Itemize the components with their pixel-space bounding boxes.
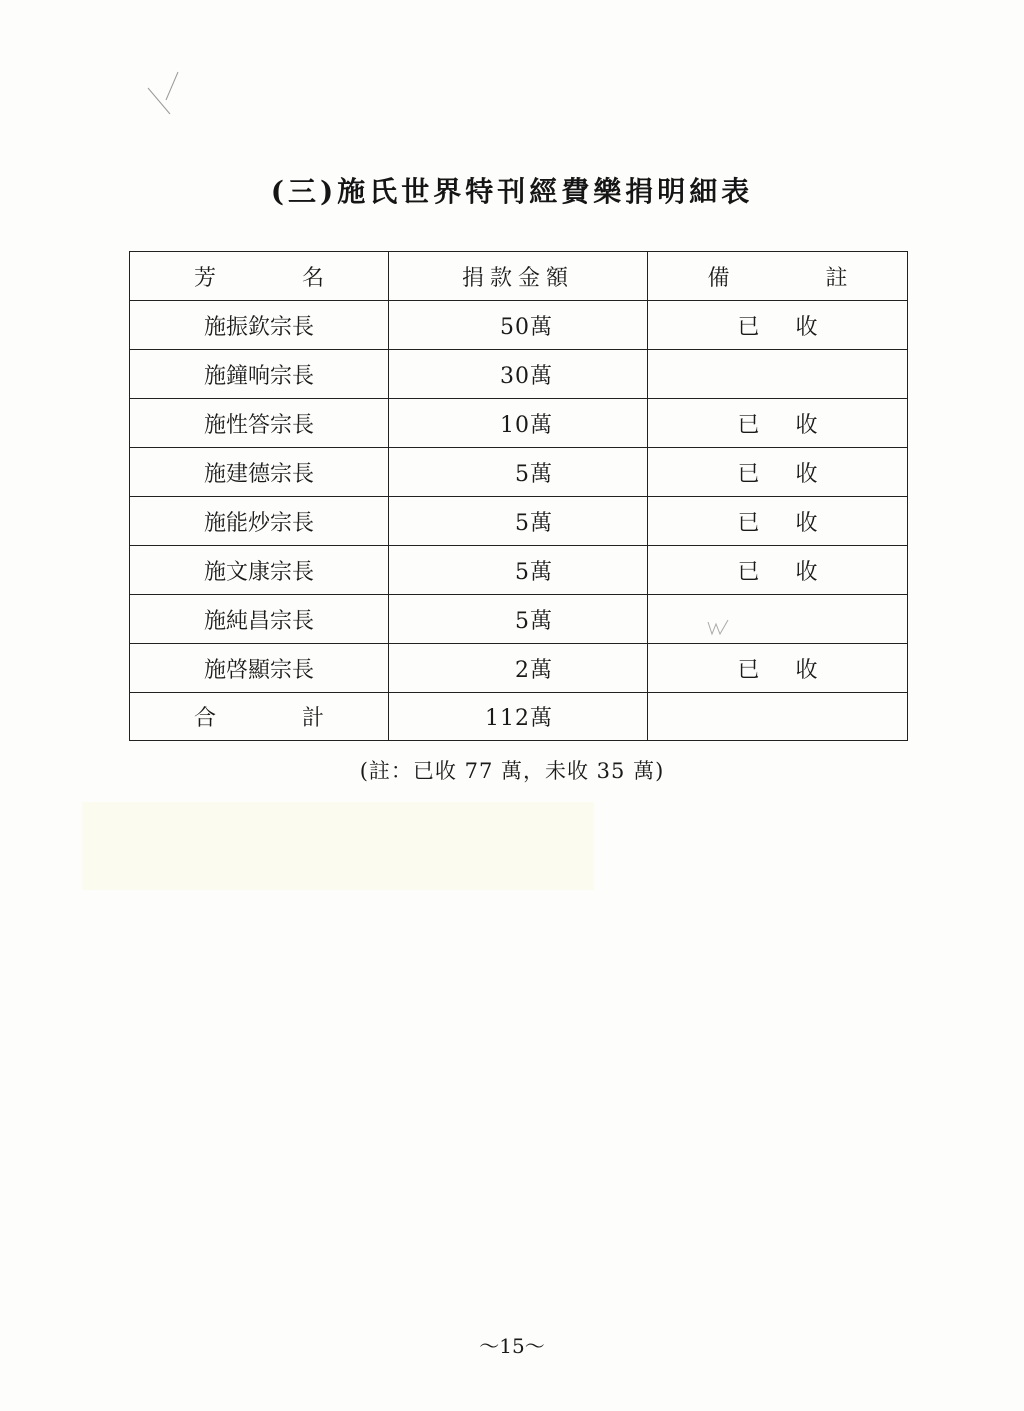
table-row xyxy=(130,644,908,693)
donation-amount: 5萬 xyxy=(389,448,648,497)
header-amount: 捐款金額 xyxy=(389,252,648,301)
donation-amount: 5萬 xyxy=(389,546,648,595)
donation-amount: 50萬 xyxy=(389,301,648,350)
donation-amount: 5萬 xyxy=(389,595,648,644)
total-amount: 112萬 xyxy=(389,693,648,741)
donation-remark: 已收 xyxy=(648,448,908,497)
table-row xyxy=(130,595,908,644)
table-row xyxy=(130,497,908,546)
donor-name: 施建德宗長 xyxy=(130,448,389,497)
table-row xyxy=(130,350,908,399)
table-row xyxy=(130,399,908,448)
donation-remark xyxy=(648,350,908,399)
header-remark: 備 註 xyxy=(648,252,908,301)
pencil-check-mark-icon xyxy=(140,70,190,120)
blank-patch xyxy=(82,802,594,890)
total-label: 合計 xyxy=(130,693,389,741)
donation-remark: 已收 xyxy=(648,546,908,595)
donor-name: 施能炒宗長 xyxy=(130,497,389,546)
donation-amount: 5萬 xyxy=(389,497,648,546)
donation-table xyxy=(129,251,908,741)
donor-name: 施純昌宗長 xyxy=(130,595,389,644)
donor-name: 施啓顯宗長 xyxy=(130,644,389,693)
total-remark xyxy=(648,693,908,741)
table-row xyxy=(130,546,908,595)
donation-remark: 已收 xyxy=(648,399,908,448)
donation-remark: 已收 xyxy=(648,644,908,693)
donation-amount: 10萬 xyxy=(389,399,648,448)
table-row xyxy=(130,448,908,497)
donor-name: 施文康宗長 xyxy=(130,546,389,595)
donor-name: 施振欽宗長 xyxy=(130,301,389,350)
donor-name: 施鐘响宗長 xyxy=(130,350,389,399)
donation-remark: 已收 xyxy=(648,497,908,546)
page-number: ～15～ xyxy=(479,1334,545,1358)
donation-amount: 30萬 xyxy=(389,350,648,399)
donation-remark xyxy=(648,595,908,644)
summary-note: (註：已收 77 萬，未收 35 萬) xyxy=(359,759,665,783)
donor-name: 施性答宗長 xyxy=(130,399,389,448)
table-header-row xyxy=(130,252,908,301)
page-title: (三)施氏世界特刊經費樂捐明細表 xyxy=(270,175,754,208)
donation-remark: 已收 xyxy=(648,301,908,350)
pencil-tick-icon xyxy=(706,616,740,638)
header-name: 芳 名 xyxy=(130,252,389,301)
table-total-row xyxy=(130,693,908,741)
table-row xyxy=(130,301,908,350)
donation-amount: 2萬 xyxy=(389,644,648,693)
